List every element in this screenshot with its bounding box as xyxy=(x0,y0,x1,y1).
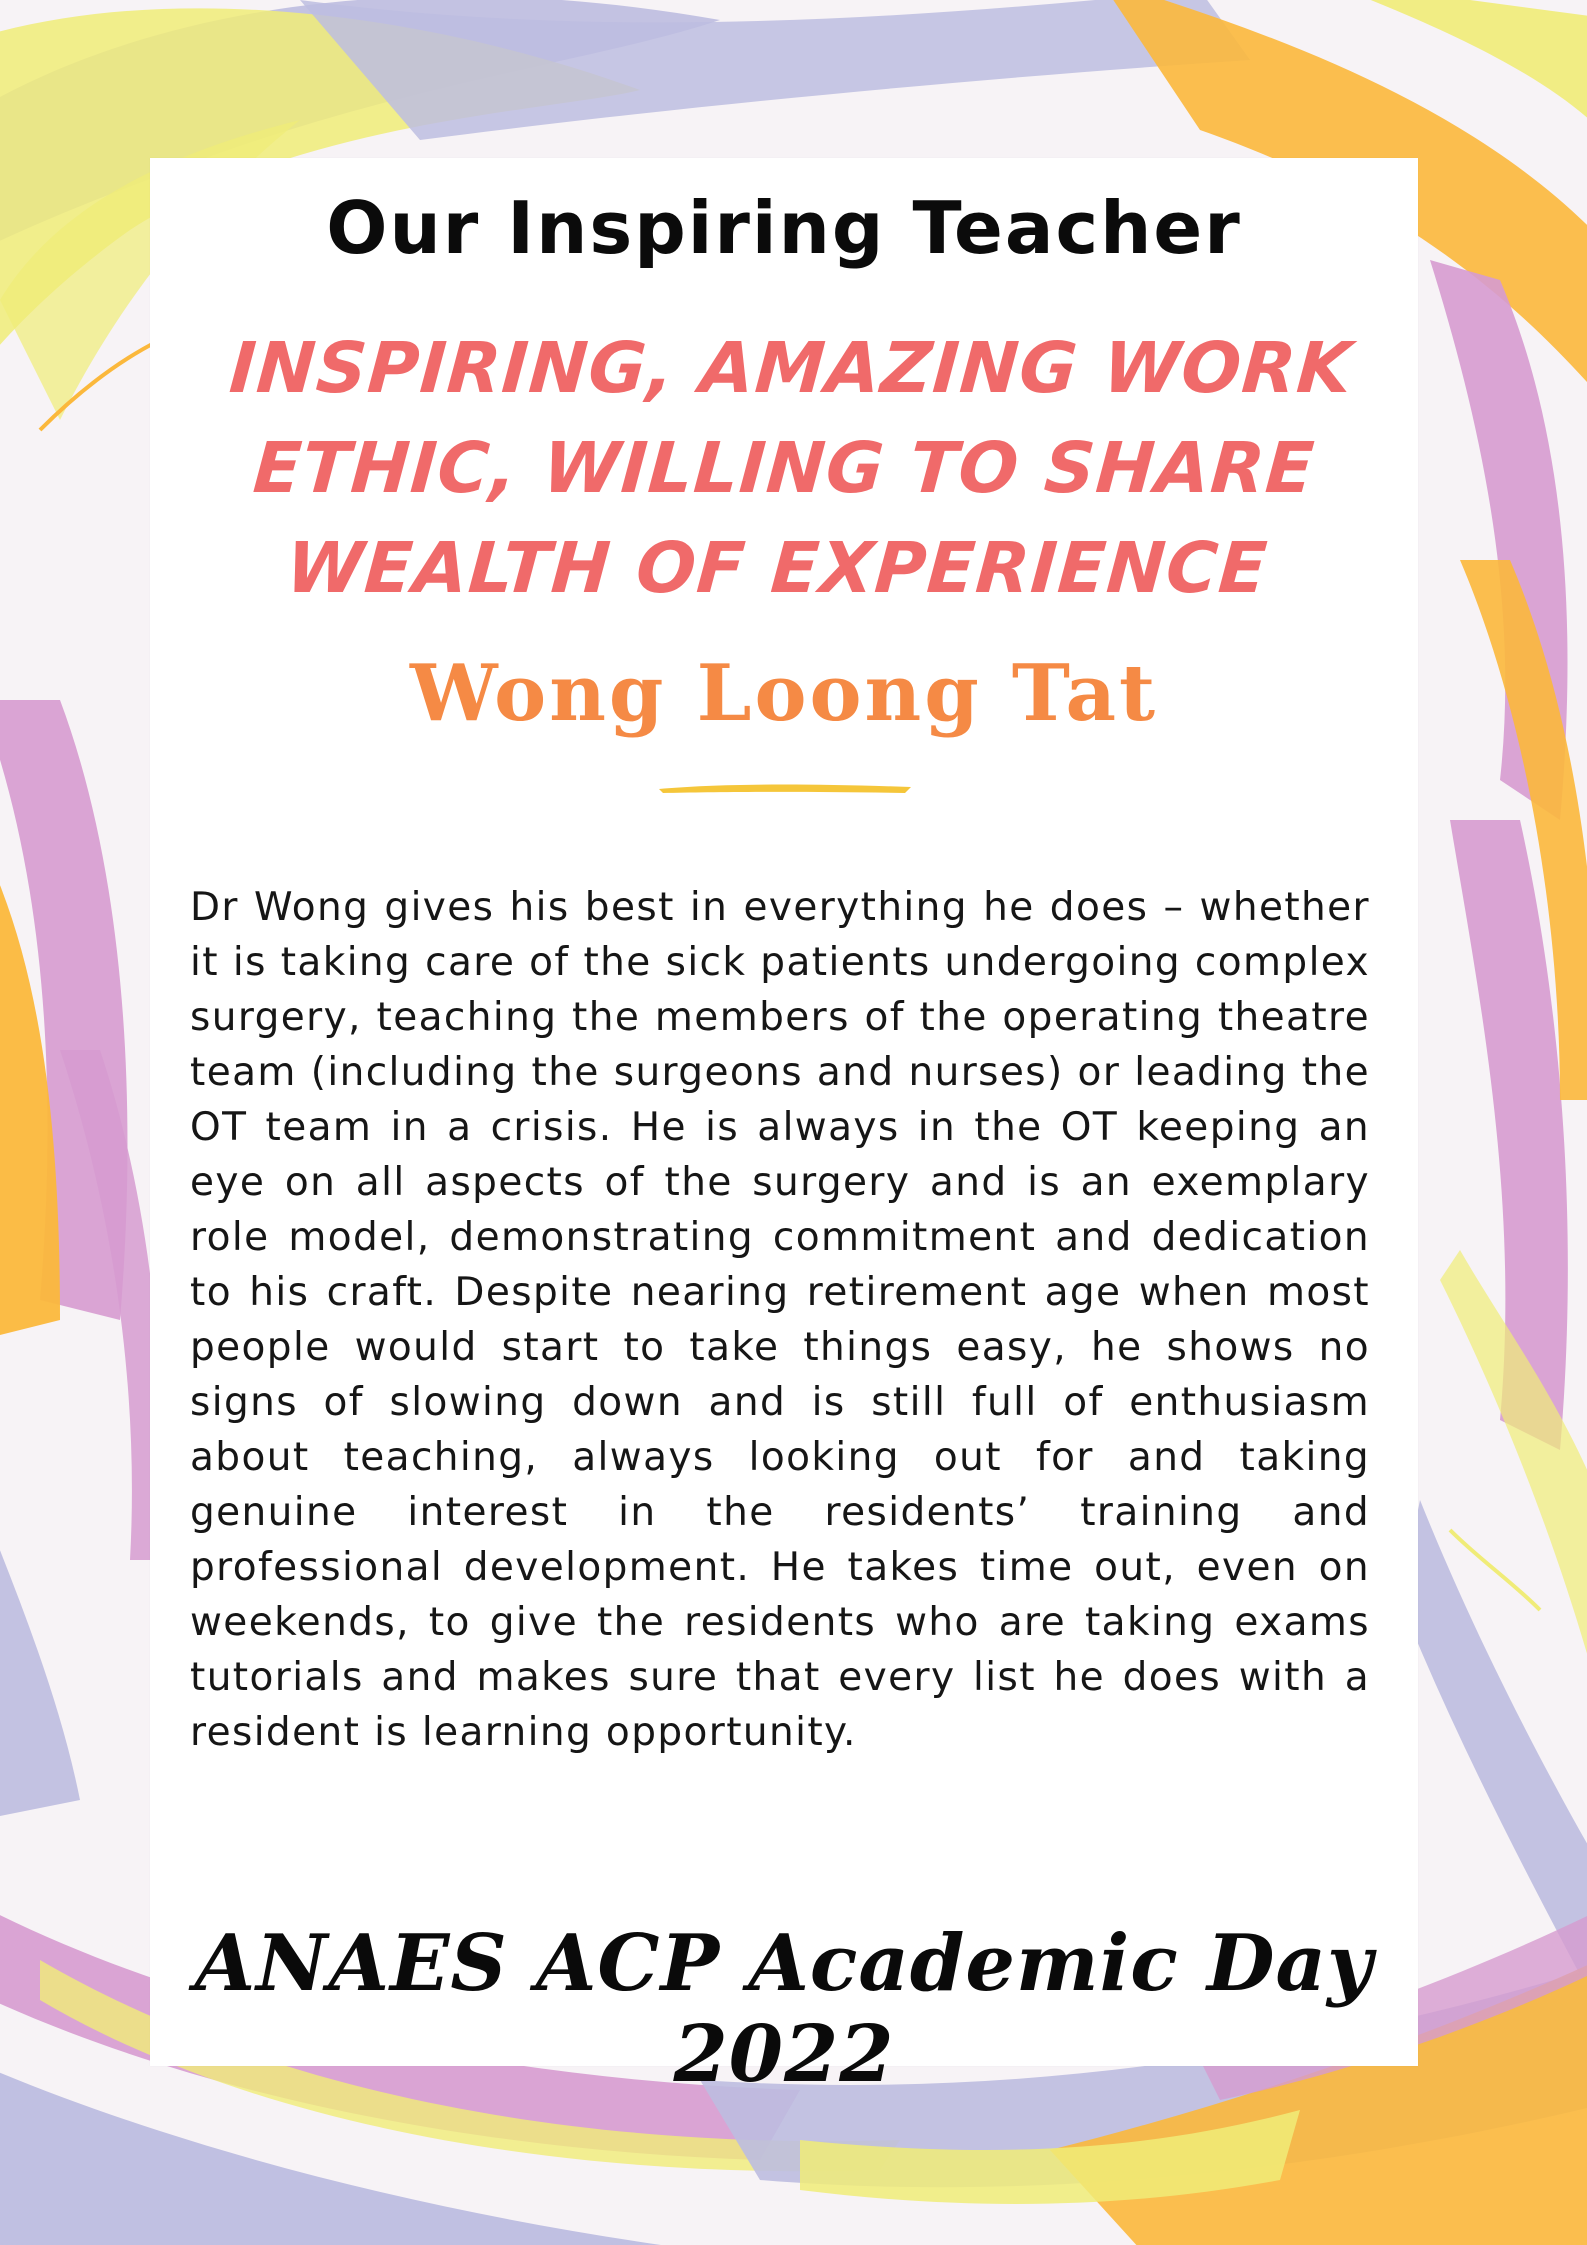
content-card xyxy=(150,158,1418,2100)
poster-heading: Our Inspiring Teacher xyxy=(326,186,1242,270)
event-title: ANAES ACP Academic Day 2022 xyxy=(194,1918,1374,2100)
divider-brush xyxy=(655,781,915,795)
teacher-name: Wong Loong Tat xyxy=(409,648,1159,739)
citation-text: Dr Wong gives his best in everything he does – whether it is taking care of the sick patients undergoing complex surgery, teaching the members of the operating theatre team (including the surgeons and nurses) or leading the OT team in a crisis. He is always in the OT keeping an eye on all aspects of the surgery and is an exemplary role model, demonstrating commitment and dedication to his craft. Despite nearing retirement age when most people would start to take things easy, he shows no signs of slowing down and is still full of enthusiasm about teaching, always looking out for and taking genuine interest in the residents’ training and professional development. He takes time out, even on weekends, to give the residents who are taking exams tutorials and makes sure that every list he does with a resident is learning opportunity. xyxy=(190,885,1370,1755)
tagline: INSPIRING, AMAZING WORK ETHIC, WILLING TO SHARE WEALTH OF EXPERIENCE xyxy=(226,327,1356,609)
